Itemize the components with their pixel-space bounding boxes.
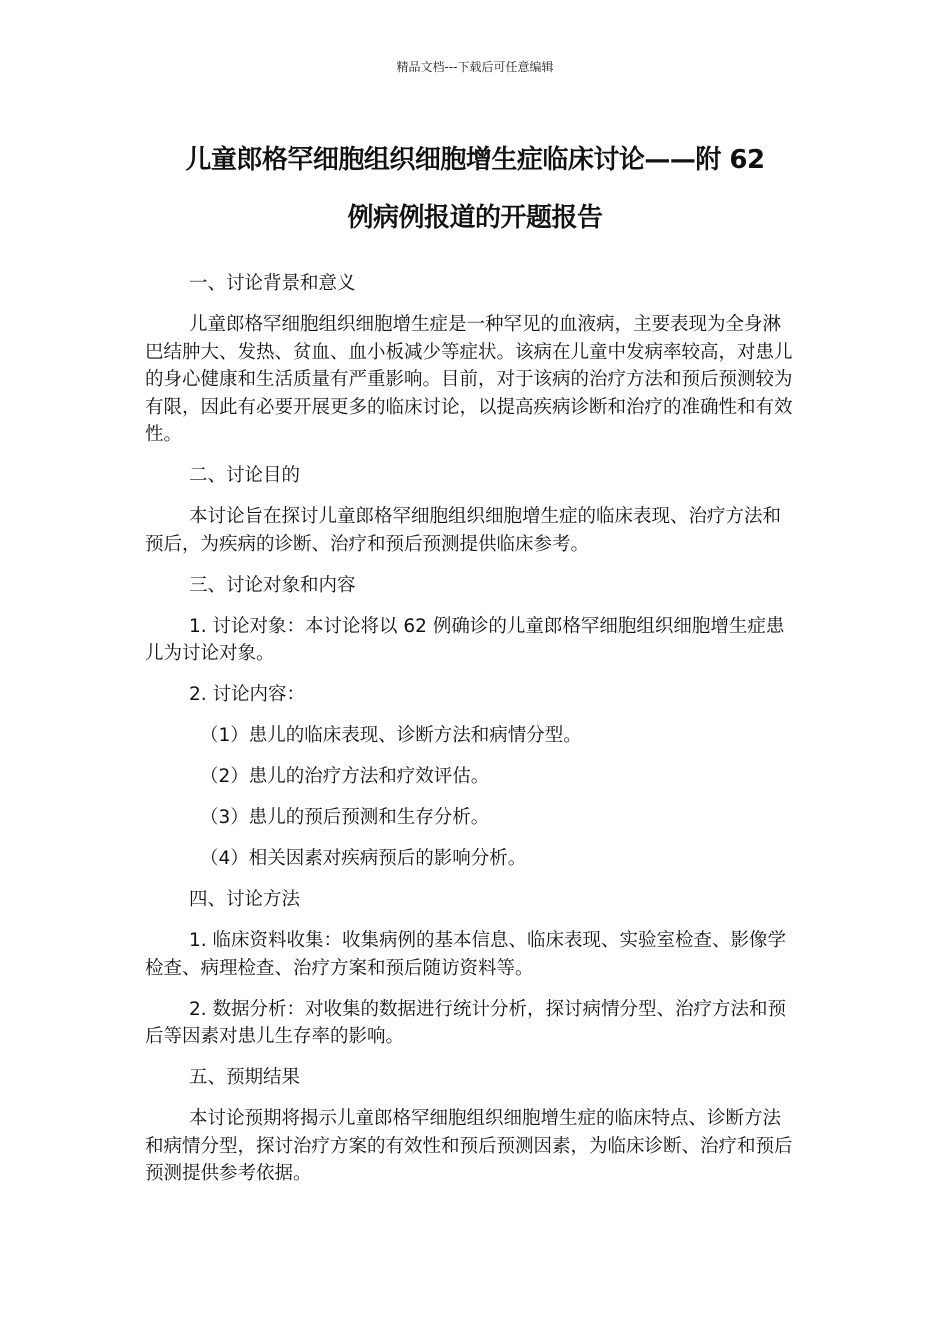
- document-title: [140, 131, 810, 247]
- list-item-data-analysis: 2. 数据分析：对收集的数据进行统计分析，探讨病情分型、治疗方法和预后等因素对患儿生存率的影响。: [145, 998, 787, 1047]
- list-item-data-collection: 1. 临床资料收集：收集病例的基本信息、临床表现、实验室检查、影像学检查、病理检查、治疗方案和预后随访资料等。: [145, 930, 787, 979]
- title-line-1: 儿童郎格罕细胞组织细胞增生症临床讨论——附 62: [185, 145, 765, 175]
- section-heading-subjects: 三、讨论对象和内容: [189, 574, 356, 596]
- sub-item-1: （1）患儿的临床表现、诊断方法和病情分型。: [200, 725, 582, 746]
- header-note: 精品文档---下载后可任意编辑: [396, 60, 554, 74]
- sub-item-2: （2）患儿的治疗方法和疗效评估。: [200, 766, 490, 787]
- list-item-content: 2. 讨论内容：: [189, 684, 306, 705]
- sub-item-3: （3）患儿的预后预测和生存分析。: [200, 807, 490, 828]
- paragraph-expected-results: 本讨论预期将揭示儿童郎格罕细胞组织细胞增生症的临床特点、诊断方法和病情分型，探讨治疗方案的有效性和预后预测因素，为临床诊断、治疗和预后预测提供参考依据。: [145, 1108, 793, 1184]
- section-heading-purpose: 二、讨论目的: [189, 465, 301, 486]
- paragraph-purpose: 本讨论旨在探讨儿童郎格罕细胞组织细胞增生症的临床表现、治疗方法和预后，为疾病的诊断、治疗和预后预测提供临床参考。: [145, 506, 782, 555]
- title-line-2: 例病例报道的开题报告: [347, 203, 603, 233]
- paragraph-background: 儿童郎格罕细胞组织细胞增生症是一种罕见的血液病，主要表现为全身淋巴结肿大、发热、贫血、血小板减少等症状。该病在儿童中发病率较高，对患儿的身心健康和生活质量有严重影响。目前，对于该病的治疗方法和预后预测较为有限，因此有必要开展更多的临床讨论，以提高疾病诊断和治疗的准确性和有效性。: [145, 314, 793, 445]
- section-heading-methods: 四、讨论方法: [189, 889, 301, 910]
- list-item-subjects: 1. 讨论对象：本讨论将以 62 例确诊的儿童郎格罕细胞组织细胞增生症患儿为讨论对象。: [145, 615, 785, 664]
- section-heading-expected-results: 五、预期结果: [189, 1067, 301, 1088]
- sub-item-4: （4）相关因素对疾病预后的影响分析。: [200, 848, 527, 869]
- section-heading-background: 一、讨论背景和意义: [189, 273, 356, 294]
- document-body: [145, 270, 793, 1201]
